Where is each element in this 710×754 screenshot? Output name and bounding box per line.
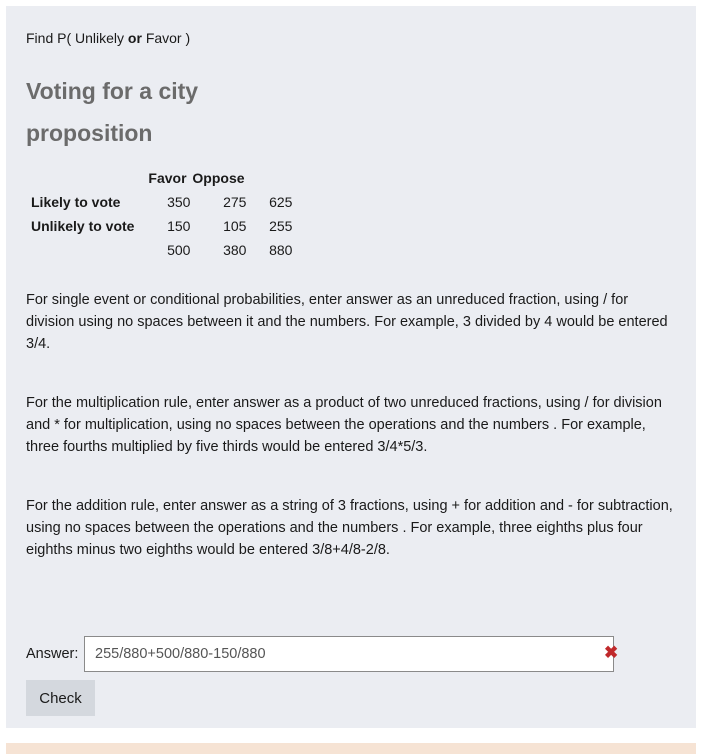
question-prefix: Find P( (26, 30, 76, 46)
cell-unlikely-total: 255 (269, 218, 293, 234)
header-favor: Favor (148, 170, 187, 186)
feedback-bar (6, 743, 696, 754)
row-label-likely: Likely to vote (31, 194, 121, 210)
cell-unlikely-oppose: 105 (223, 218, 247, 234)
question-prompt (26, 30, 190, 46)
answer-label: Answer: (26, 646, 79, 662)
question-card (6, 6, 696, 728)
cell-likely-oppose: 275 (223, 194, 247, 210)
table-row (27, 190, 292, 214)
cell-likely-total: 625 (269, 194, 293, 210)
header-corner (27, 166, 144, 190)
instruction-addition: For the addition rule, enter answer as a string of 3 fractions, using + for addition and - for subtraction, using no spaces between the operations and the numbers . For example, three eighths plus four eighths minus two eighths would be entered 3/8+4/8-2/8. (26, 498, 673, 558)
cell-total-favor: 500 (167, 242, 191, 258)
question-event-b: Favor (145, 30, 182, 46)
row-label-unlikely: Unlikely to vote (31, 218, 135, 234)
cell-grand-total: 880 (269, 242, 293, 258)
row-label-total (27, 238, 144, 262)
contingency-table (27, 166, 292, 262)
table-header-row (27, 166, 292, 190)
question-connector: or (127, 30, 142, 46)
cell-likely-favor: 350 (167, 194, 191, 210)
table-row (27, 238, 292, 262)
table-row (27, 214, 292, 238)
check-button[interactable]: Check (26, 680, 95, 716)
cell-total-oppose: 380 (223, 242, 247, 258)
cell-unlikely-favor: 150 (167, 218, 191, 234)
question-event-a: Unlikely (75, 30, 125, 46)
cross-icon: ✖ (604, 643, 619, 662)
instruction-single: For single event or conditional probabilities, enter answer as an unreduced fraction, using / for division using no spaces between it and the numbers. For example, 3 divided by 4 would be entered 3/4. (26, 292, 668, 352)
header-total (246, 166, 292, 190)
answer-input[interactable] (84, 636, 614, 672)
header-oppose: Oppose (192, 170, 245, 186)
question-suffix: ) (181, 30, 191, 46)
table-title: Voting for a city proposition (26, 78, 199, 146)
instruction-multiplication: For the multiplication rule, enter answer as a product of two unreduced fractions, using / for division and * for multiplication, using no spaces between the operations and the numbers . For example, three fourths multiplied by five thirds would be entered 3/4*5/3. (26, 395, 662, 455)
